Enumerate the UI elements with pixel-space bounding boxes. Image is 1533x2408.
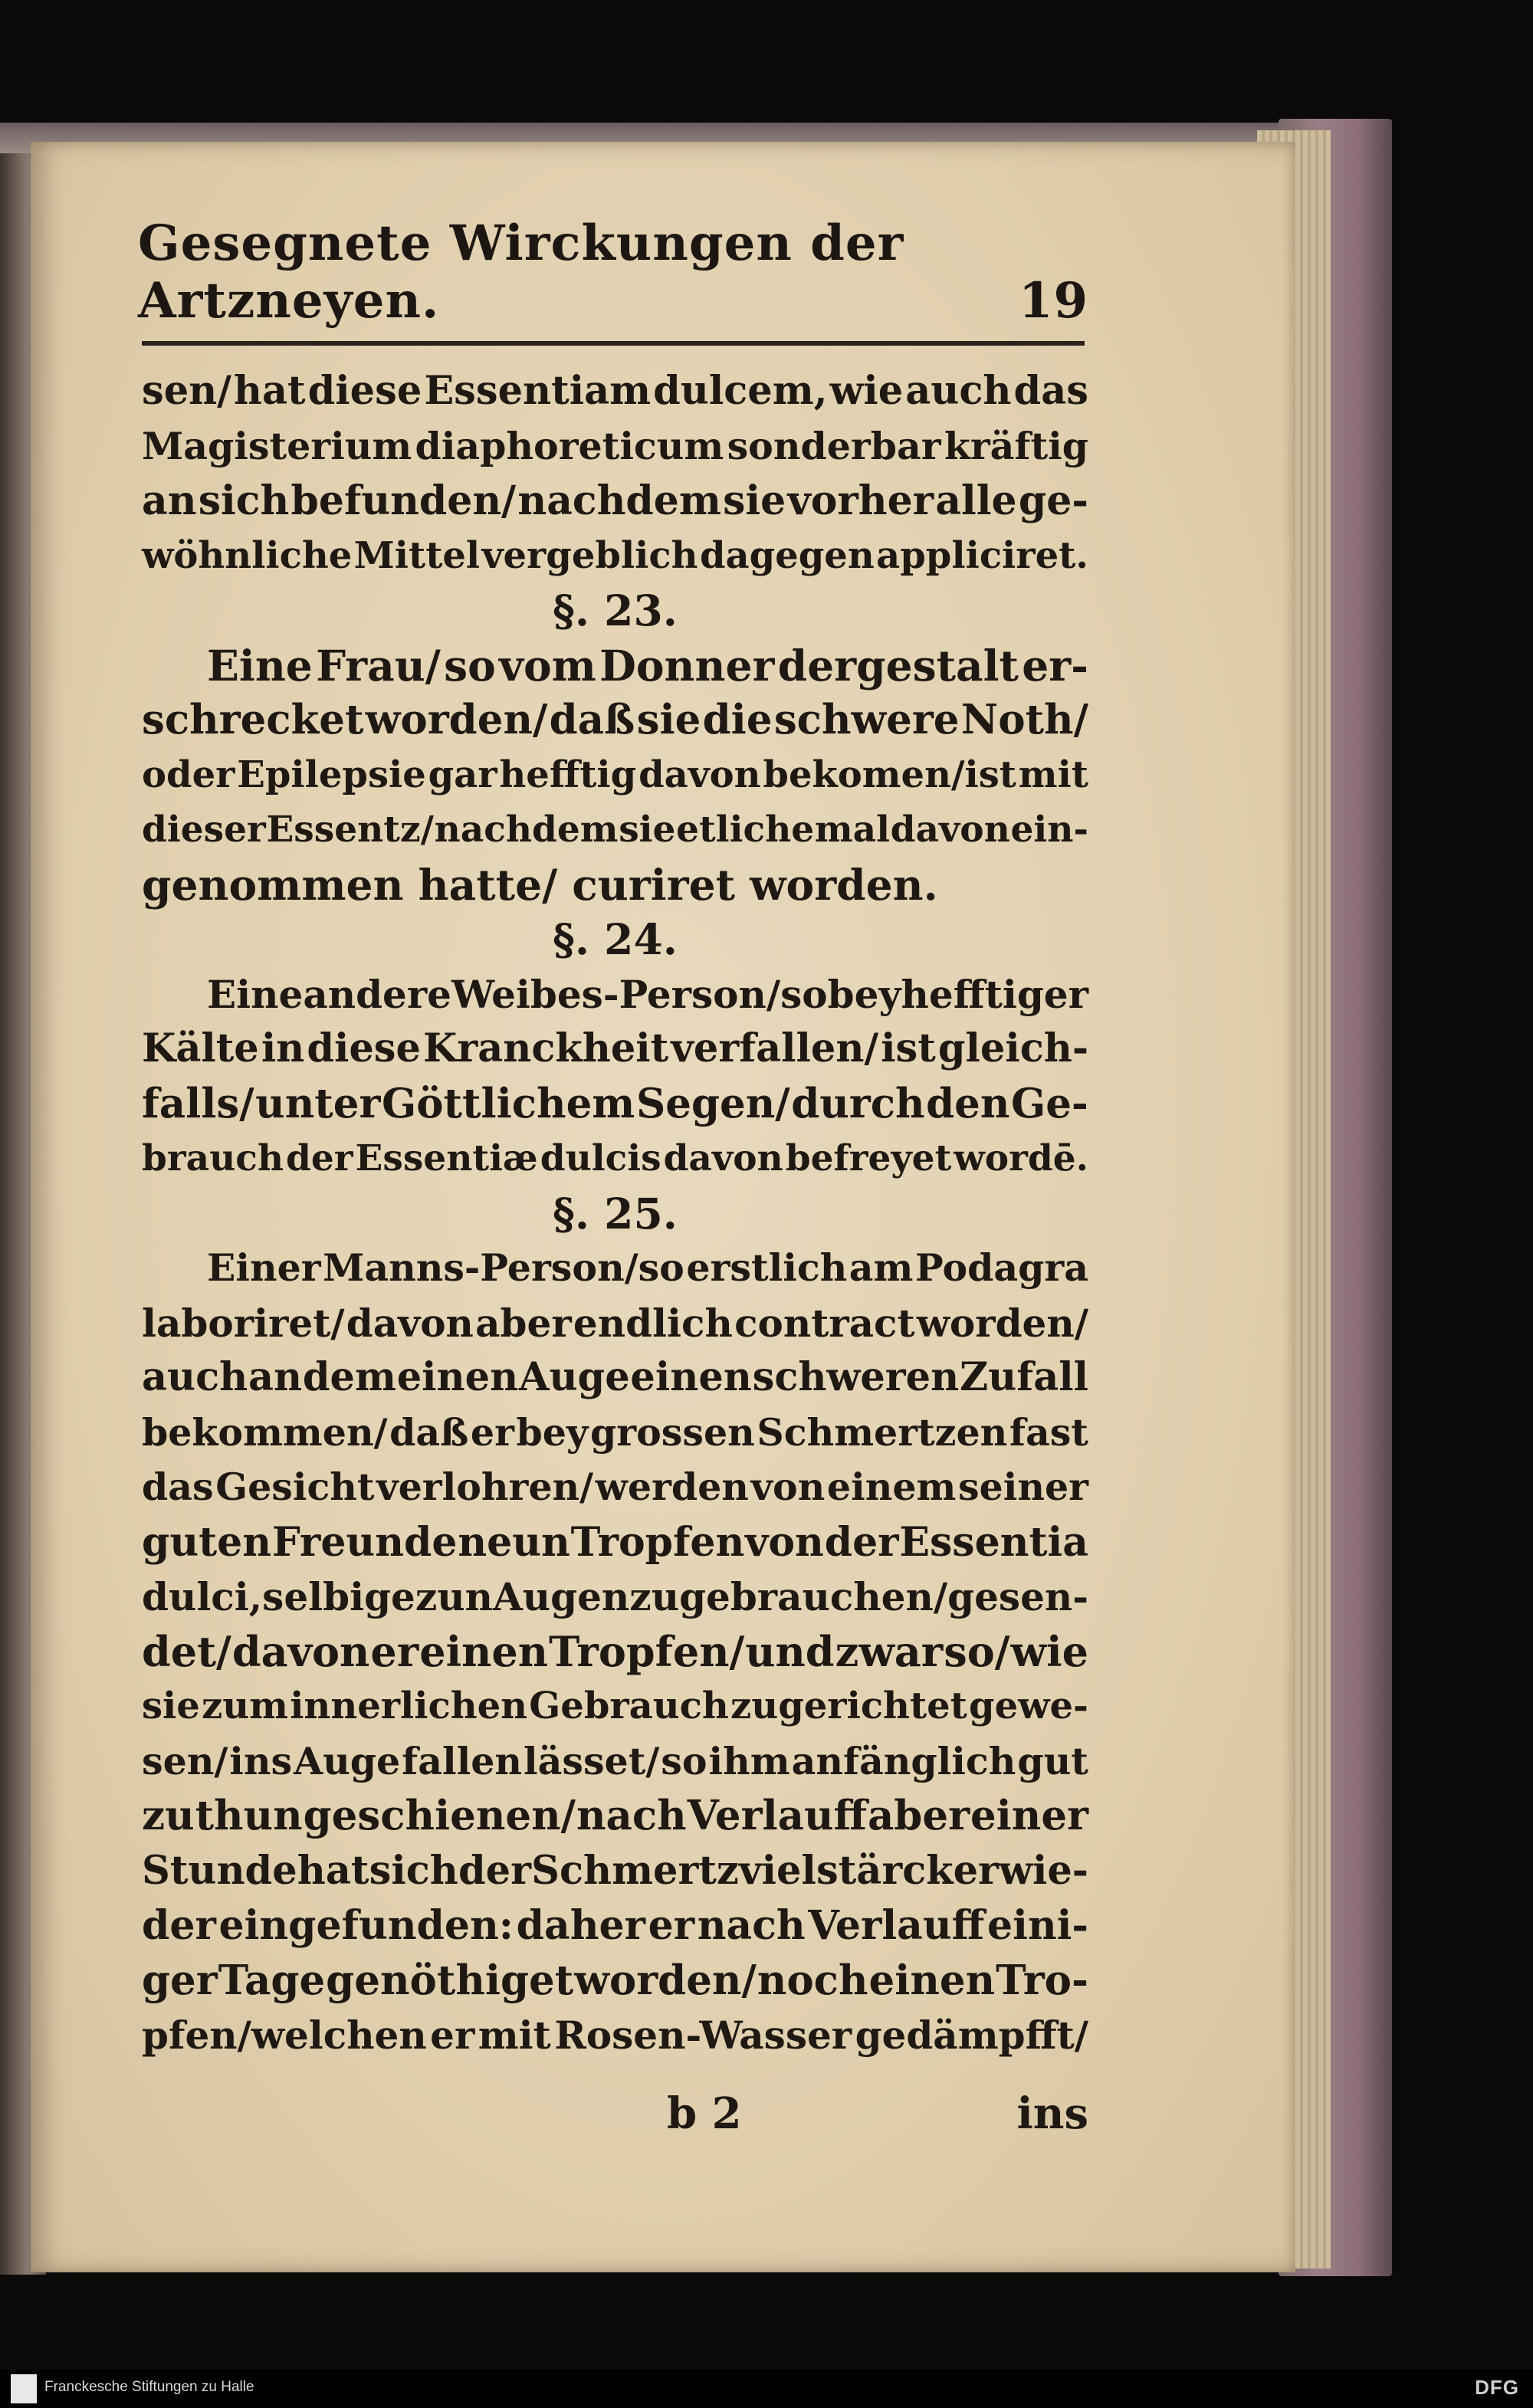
text-line: das Gesicht verlohren/ werden von einem seiner bbox=[142, 1465, 1088, 1509]
text-line: auch an dem einen Auge einen schweren Zufall bbox=[142, 1354, 1088, 1400]
text-line: der eingefunden: daher er nach Verlauff eini- bbox=[142, 1902, 1088, 1949]
text-line: laboriret/ davon aber endlich contract worden/ bbox=[142, 1300, 1088, 1346]
page-number: 19 bbox=[1018, 272, 1088, 330]
text-line: oder Epilepsie gar hefftig davon bekomen/ist mit bbox=[142, 753, 1088, 796]
section-number: §. 25. bbox=[553, 1188, 678, 1238]
text-line: genommen hatte/ curiret worden. bbox=[142, 859, 938, 910]
text-line: pfen/welchen er mit Rosen-Wasser gedämpfft/ bbox=[142, 2013, 1088, 2058]
text-line: bekommen/ daß er bey grossen Schmertzen fast bbox=[142, 1409, 1088, 1455]
text-line: Eine Frau/ so vom Donner dergestalt er- bbox=[207, 640, 1088, 691]
running-header bbox=[138, 215, 1088, 330]
text-line: brauch der Essentiæ dulcis davon befreyet wordē. bbox=[142, 1137, 1088, 1179]
text-line: Magisterium diaphoreticum sonderbar kräftig bbox=[142, 423, 1088, 468]
running-title: Gesegnete Wirckungen der Artzneyen. bbox=[138, 215, 904, 330]
header-rule bbox=[142, 341, 1085, 346]
text-line: det/ davon er einen Tropfen/ und zwar so/ wie bbox=[142, 1626, 1088, 1676]
text-line: Einer Manns-Person/so erstlich am Podagra bbox=[207, 1245, 1088, 1290]
text-line: dieser Essentz/ nachdem sie etliche mal davon ein- bbox=[142, 809, 1088, 851]
text-line: dulci, selbige zun Augen zu gebrauchen/ gesen- bbox=[142, 1574, 1088, 1619]
text-line: Eine andere Weibes-Person/ so bey hefftiger bbox=[207, 971, 1088, 1017]
text-line: falls/ unter Göttlichem Segen/ durch den Ge- bbox=[142, 1079, 1088, 1127]
text-line: sie zum innerlichen Gebrauch zugerichtet gewe- bbox=[142, 1685, 1088, 1727]
text-line: sen/ ins Auge fallen lässet/ so ihm anfänglich gut bbox=[142, 1738, 1088, 1783]
body-text bbox=[142, 364, 1088, 2063]
text-line: an sich befunden/ nachdem sie vorher alle ge- bbox=[142, 477, 1088, 524]
section-number: §. 23. bbox=[553, 586, 678, 635]
text-line: zu thun geschienen/ nach Verlauff aber einer bbox=[142, 1792, 1088, 1839]
text-line: wöhnliche Mittel vergeblich dagegen appliciret. bbox=[142, 533, 1088, 577]
signature-mark: b 2 bbox=[667, 2088, 742, 2139]
section-number: §. 24. bbox=[553, 914, 678, 964]
dfg-badge: DFG bbox=[1475, 2376, 1519, 2399]
text-line: sen/ hat diese Essentiam dulcem, wie auch das bbox=[142, 368, 1088, 414]
text-line: Kälte in diese Kranckheit verfallen/ ist gleich- bbox=[142, 1025, 1088, 1071]
text-line: schrecket worden/ daß sie die schwere Noth/ bbox=[142, 696, 1088, 743]
catchword: ins bbox=[1016, 2088, 1088, 2139]
institution-logo-icon bbox=[11, 2374, 37, 2403]
footer-institution: Franckesche Stiftungen zu Halle bbox=[44, 2379, 254, 2395]
text-line: Stunde hat sich der Schmertz viel stärcker wie- bbox=[142, 1847, 1088, 1894]
text-line: guten Freunde neun Tropfen von der Essentia bbox=[142, 1518, 1088, 1566]
text-line: ger Tage genöthiget worden/ noch einen Tro- bbox=[142, 1956, 1088, 2004]
